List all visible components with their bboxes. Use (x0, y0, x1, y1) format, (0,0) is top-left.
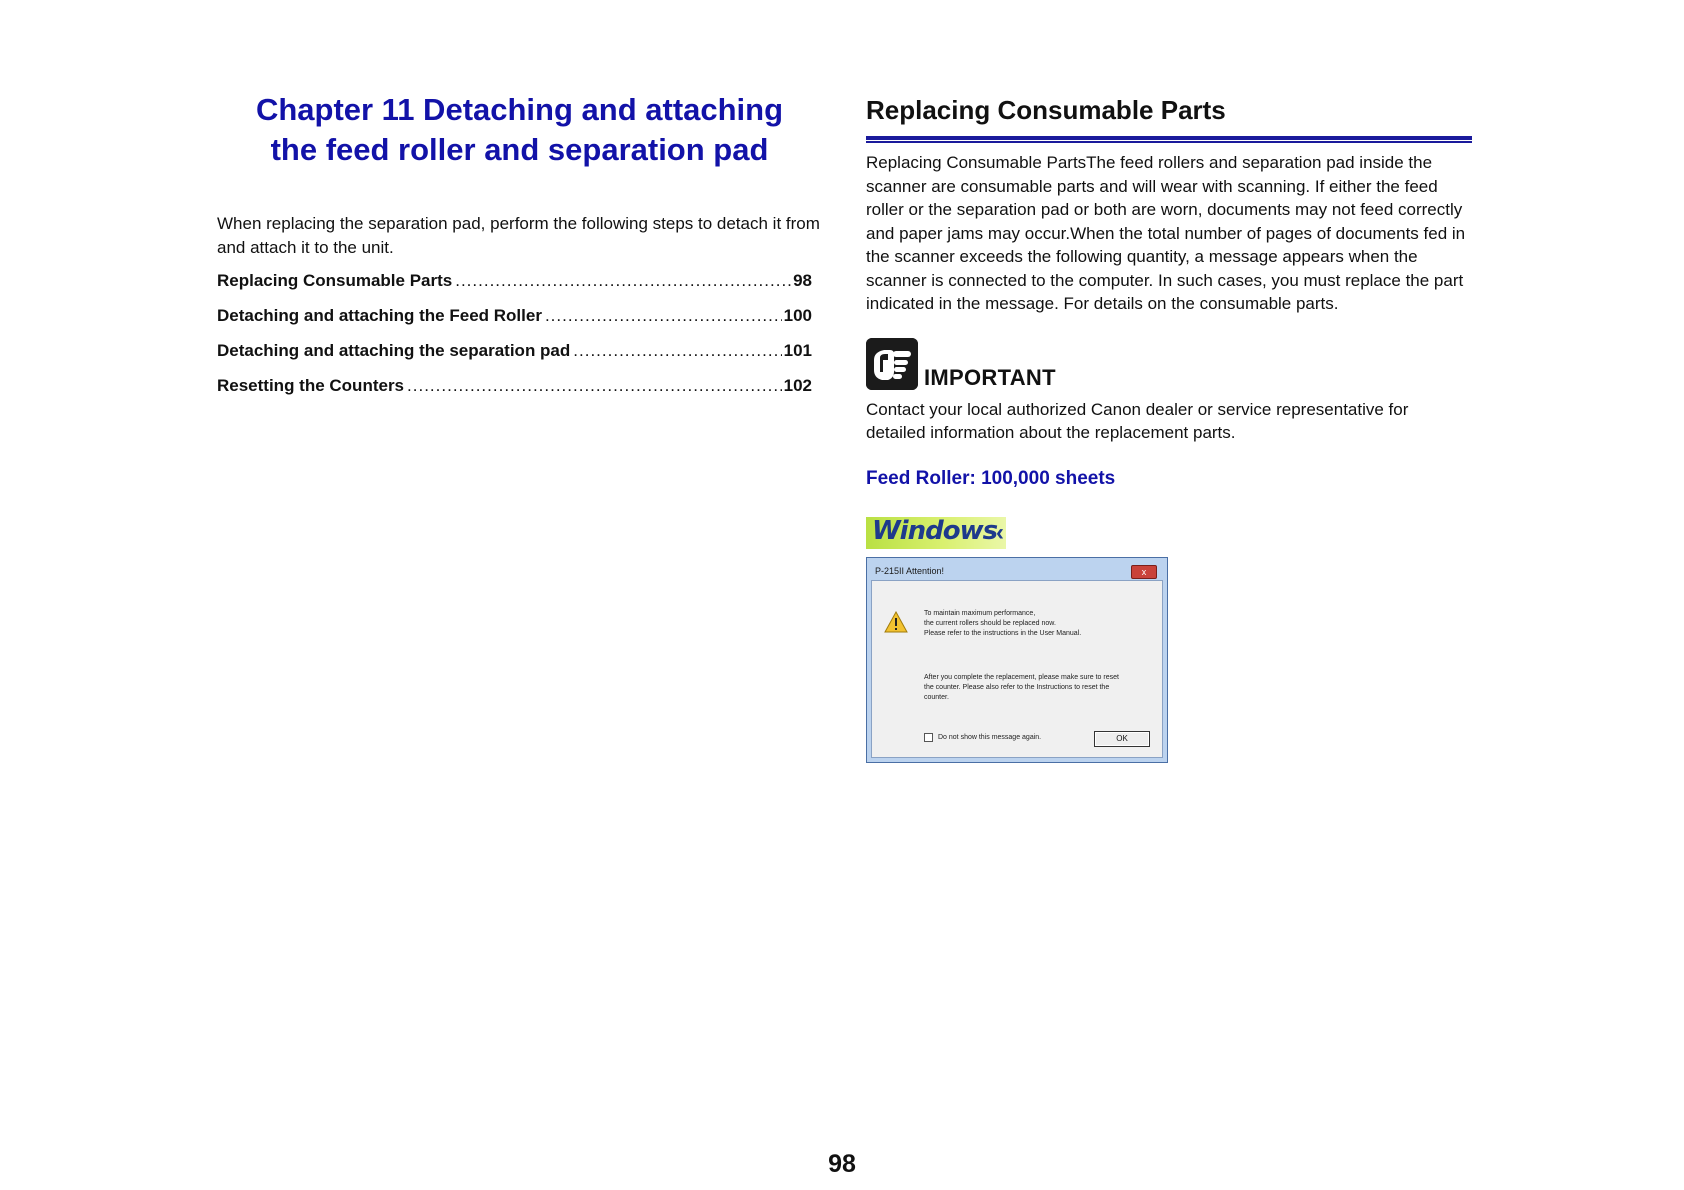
toc-item-page: 98 (793, 271, 812, 290)
toc-item-label: Resetting the Counters (217, 376, 405, 395)
section-column (866, 90, 1472, 763)
toc-item-feed-roller[interactable] (217, 303, 812, 338)
toc-item-page: 101 (783, 341, 812, 360)
dialog-reset-message (924, 673, 1164, 703)
chapter-intro: When replacing the separation pad, perform the following steps to detach it from and attach it to the unit. (217, 214, 820, 257)
dialog-reset-line: the counter. Please also refer to the Instructions to reset the (924, 683, 1110, 691)
section-title: Replacing Consumable Parts (866, 95, 1226, 125)
checkbox-label: Do not show this message again. (938, 733, 1042, 741)
dont-show-again-checkbox[interactable] (924, 733, 1041, 742)
dialog-titlebar (871, 562, 1163, 580)
dialog-reset-line: After you complete the replacement, please make sure to reset (924, 673, 1119, 681)
ok-button[interactable]: OK (1094, 731, 1150, 747)
toc-leader-dots (455, 268, 791, 294)
toc-item-label: Detaching and attaching the separation pad (217, 341, 571, 360)
dialog-title: P-215II Attention! (875, 565, 945, 576)
toc-item-resetting-counters[interactable] (217, 373, 812, 408)
windows-badge-label: Windows (872, 516, 998, 546)
dialog-message (924, 609, 1164, 639)
section-body: Replacing Consumable PartsThe feed rollers and separation pad inside the scanner are consumable parts and will wear with scanning. If either the feed roller or the separation pad or both are worn, documents may not feed correctly and paper jams may occur.When the total number of pages of documents fed in the scanner exceeds the following quantity, a message appears when the scanner is connected to the computer. In such cases, you must replace the part indicated in the message. For details on the consumable parts. (866, 153, 1466, 313)
important-text: Contact your local authorized Canon dealer or service representative for detailed information about the replacement parts. (866, 399, 1409, 442)
toc-item-page: 102 (783, 376, 812, 395)
toc-leader-dots (573, 338, 781, 364)
toc-item-page: 100 (783, 306, 812, 325)
chapter-title-line1: Chapter 11 Detaching and attaching (255, 92, 784, 127)
dialog-message-line: To maintain maximum performance, (924, 609, 1036, 617)
toc-item-replacing-consumable-parts[interactable] (217, 268, 812, 303)
toc-leader-dots (407, 373, 782, 399)
important-note-header (866, 336, 1472, 390)
chapter-title (217, 90, 822, 170)
page-number: 98 (828, 1150, 856, 1178)
toc-leader-dots (545, 303, 782, 329)
attention-dialog-screenshot (866, 557, 1168, 763)
dialog-message-line: Please refer to the instructions in the User Manual. (924, 629, 1082, 637)
toc-item-label: Detaching and attaching the Feed Roller (217, 306, 542, 325)
chapter-title-line2: the feed roller and separation pad (270, 132, 769, 167)
chevron-left-icon: ‹ (996, 518, 1004, 546)
dialog-message-line: the current rollers should be replaced now. (924, 619, 1056, 627)
pointing-hand-icon (866, 338, 918, 390)
title-divider (866, 136, 1472, 143)
windows-badge (866, 517, 1006, 549)
table-of-contents (217, 268, 822, 408)
warning-icon (884, 611, 908, 633)
close-icon[interactable]: x (1131, 565, 1157, 579)
important-label: IMPORTANT (924, 364, 1056, 390)
dialog-body (871, 580, 1163, 758)
feed-roller-spec: Feed Roller: 100,000 sheets (866, 467, 1116, 489)
checkbox-box[interactable] (924, 733, 933, 742)
dialog-reset-line: counter. (924, 693, 949, 701)
toc-item-separation-pad[interactable] (217, 338, 812, 373)
chapter-column (217, 90, 822, 408)
toc-item-label: Replacing Consumable Parts (217, 271, 453, 290)
